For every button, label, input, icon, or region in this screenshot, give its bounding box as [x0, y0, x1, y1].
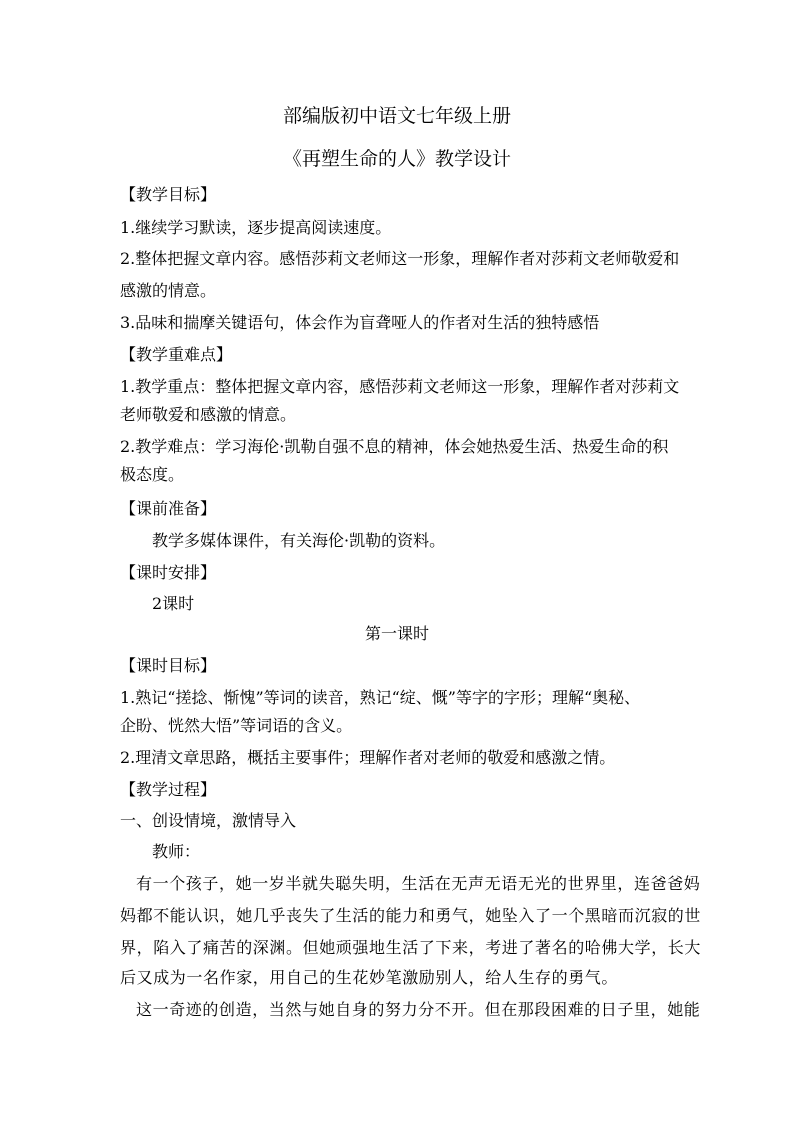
section-heading-goals: 【教学目标】: [120, 185, 217, 204]
paragraph-line: 有一个孩子，她一岁半就失聪失明，生活在无声无语无光的世界里，连爸爸妈: [136, 874, 701, 893]
paragraph-line: 后又成为一名作家，用自己的生花妙笔激励别人，给人生存的勇气。: [120, 968, 619, 987]
paragraph-line: 1.继续学习默读，逐步提高阅读速度。: [120, 218, 392, 237]
section-heading-key-points: 【教学重难点】: [120, 345, 233, 364]
paragraph-line: 2.整体把握文章内容。感悟莎莉文老师这一形象，理解作者对莎莉文老师敬爱和: [120, 249, 680, 268]
paragraph-line: 感激的情意。: [120, 281, 217, 300]
paragraph-line: 妈都不能认识，她几乎丧失了生活的能力和勇气，她坠入了一个黑暗而沉寂的世: [120, 906, 702, 925]
section-heading-schedule: 【课时安排】: [120, 563, 217, 582]
paragraph-line: 1.教学重点：整体把握文章内容，感悟莎莉文老师这一形象，理解作者对莎莉文: [120, 377, 680, 396]
paragraph-line: 教师：: [152, 842, 201, 861]
section-heading-process: 【教学过程】: [120, 780, 217, 799]
paragraph-line: 2.理清文章思路，概括主要事件；理解作者对老师的敬爱和感激之情。: [120, 748, 616, 767]
paragraph-line: 老师敬爱和感激的情意。: [120, 405, 297, 424]
paragraph-line: 极态度。: [120, 465, 185, 484]
lesson-heading: 第一课时: [364, 624, 429, 643]
document-subtitle: 《再塑生命的人》教学设计: [282, 148, 511, 170]
paragraph-line: 2.教学难点：学习海伦·凯勒自强不息的精神，体会她热爱生活、热爱生命的积: [120, 437, 669, 456]
paragraph-line: 2课时: [152, 594, 195, 613]
paragraph-line: 企盼、恍然大悟”等词语的含义。: [120, 716, 353, 735]
paragraph-line: 1.熟记“搓捻、惭愧”等词的读音，熟记“绽、慨”等字的字形；理解“奥秘、: [120, 688, 641, 707]
section-heading-lesson-goals: 【课时目标】: [120, 656, 217, 675]
section-heading-preparation: 【课前准备】: [120, 499, 217, 518]
paragraph-line: 3.品味和揣摩关键语句，体会作为盲聋哑人的作者对生活的独特感悟: [120, 313, 600, 332]
paragraph-line: 界，陷入了痛苦的深渊。但她顽强地生活了下来，考进了著名的哈佛大学，长大: [120, 938, 702, 957]
subsection-heading: 一、创设情境，激情导入: [120, 811, 297, 830]
paragraph-line: 这一奇迹的创造，当然与她自身的努力分不开。但在那段困难的日子里，她能: [136, 1000, 701, 1019]
document-title: 部编版初中语文七年级上册: [282, 105, 511, 127]
paragraph-line: 教学多媒体课件，有关海伦·凯勒的资料。: [152, 531, 446, 550]
